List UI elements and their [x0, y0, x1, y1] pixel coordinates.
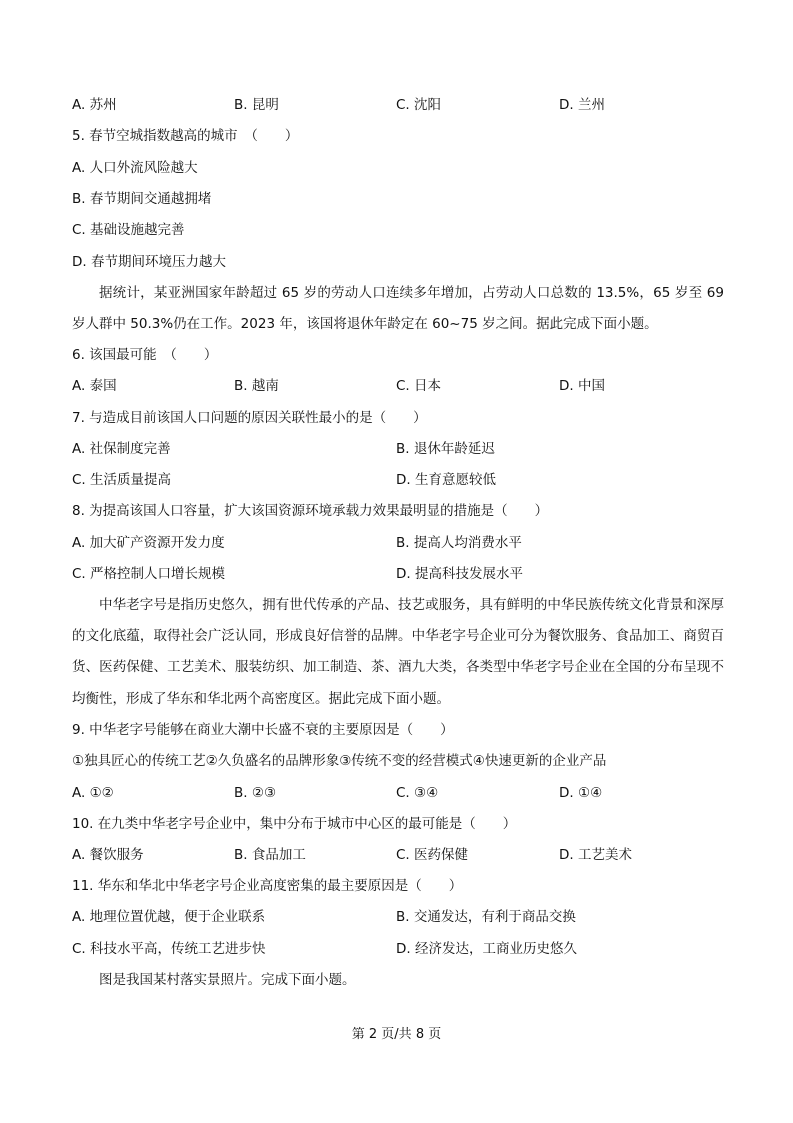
q8-option-c[interactable]: C. 严格控制人口增长规模: [72, 566, 226, 582]
q9-option-c[interactable]: C. ③④: [396, 785, 439, 801]
q11-stem: 11. 华东和华北中华老字号企业高度密集的最主要原因是（ ）: [72, 878, 463, 894]
q9-option-d[interactable]: D. ①④: [559, 785, 603, 801]
q5-option-b[interactable]: B. 春节期间交通越拥堵: [72, 191, 212, 207]
q10-option-c[interactable]: C. 医药保健: [396, 847, 469, 863]
q4-option-b[interactable]: B. 昆明: [234, 97, 279, 113]
q9-statements: ①独具匠心的传统工艺②久负盛名的品牌形象③传统不变的经营模式④快速更新的企业产品: [72, 753, 607, 769]
q9-option-a[interactable]: A. ①②: [72, 785, 114, 801]
q6-option-c[interactable]: C. 日本: [396, 378, 442, 394]
q4-option-d[interactable]: D. 兰州: [559, 97, 605, 113]
page-footer: 第 2 页/共 8 页: [351, 1027, 442, 1042]
q8-stem: 8. 为提高该国人口容量，扩大该国资源环境承载力效果最明显的措施是（ ）: [72, 503, 549, 519]
q11-option-d[interactable]: D. 经济发达，工商业历史悠久: [396, 941, 577, 957]
passage-aging-labor: 据统计，某亚洲国家年龄超过 65 岁的劳动人口连续多年增加，占劳动人口总数的 13.5%，65 岁至 69 岁人群中 50.3%仍在工作。2023 年，该国将退休年龄定在 60~75 岁之间。据此完成下面小题。: [72, 285, 724, 333]
q4-option-c[interactable]: C. 沈阳: [396, 97, 442, 113]
q5-option-d[interactable]: D. 春节期间环境压力越大: [72, 254, 226, 270]
q11-option-b[interactable]: B. 交通发达，有利于商品交换: [396, 909, 576, 925]
q10-stem: 10. 在九类中华老字号企业中，集中分布于城市中心区的最可能是（ ）: [72, 816, 517, 832]
q11-option-c[interactable]: C. 科技水平高，传统工艺进步快: [72, 941, 266, 957]
q11-option-a[interactable]: A. 地理位置优越，便于企业联系: [72, 909, 266, 925]
q6-option-b[interactable]: B. 越南: [234, 378, 279, 394]
q7-option-a[interactable]: A. 社保制度完善: [72, 441, 171, 457]
q5-option-c[interactable]: C. 基础设施越完善: [72, 222, 185, 238]
q7-option-c[interactable]: C. 生活质量提高: [72, 472, 172, 488]
q7-option-b[interactable]: B. 退休年龄延迟: [396, 441, 495, 457]
q6-option-a[interactable]: A. 泰国: [72, 378, 117, 394]
q8-option-b[interactable]: B. 提高人均消费水平: [396, 535, 522, 551]
q4-option-a[interactable]: A. 苏州: [72, 97, 117, 113]
q7-stem: 7. 与造成目前该国人口问题的原因关联性最小的是（ ）: [72, 410, 427, 426]
q6-stem: 6. 该国最可能 （ ）: [72, 347, 218, 363]
q10-option-b[interactable]: B. 食品加工: [234, 847, 306, 863]
q9-stem: 9. 中华老字号能够在商业大潮中长盛不衰的主要原因是（ ）: [72, 722, 454, 738]
q5-stem: 5. 春节空城指数越高的城市 （ ）: [72, 128, 299, 144]
q6-option-d[interactable]: D. 中国: [559, 378, 605, 394]
q7-option-d[interactable]: D. 生育意愿较低: [396, 472, 496, 488]
q10-option-a[interactable]: A. 餐饮服务: [72, 847, 144, 863]
q8-option-d[interactable]: D. 提高科技发展水平: [396, 566, 523, 582]
q8-option-a[interactable]: A. 加大矿产资源开发力度: [72, 535, 225, 551]
q5-option-a[interactable]: A. 人口外流风险越大: [72, 160, 198, 176]
q9-option-b[interactable]: B. ②③: [234, 785, 277, 801]
passage-time-honored-brands: 中华老字号是指历史悠久，拥有世代传承的产品、技艺或服务，具有鲜明的中华民族传统文化背景和深厚的文化底蕴，取得社会广泛认同，形成良好信誉的品牌。中华老字号企业可分为餐饮服务、食品加工、商贸百货、医药保健、工艺美术、服装纺织、加工制造、茶、酒九大类，各类型中华老字号企业在全国的分布呈现不均衡性，形成了华东和华北两个高密度区。据此完成下面小题。: [72, 597, 724, 707]
passage-village-photo: 图是我国某村落实景照片。完成下面小题。: [99, 972, 356, 988]
q10-option-d[interactable]: D. 工艺美术: [559, 847, 632, 863]
